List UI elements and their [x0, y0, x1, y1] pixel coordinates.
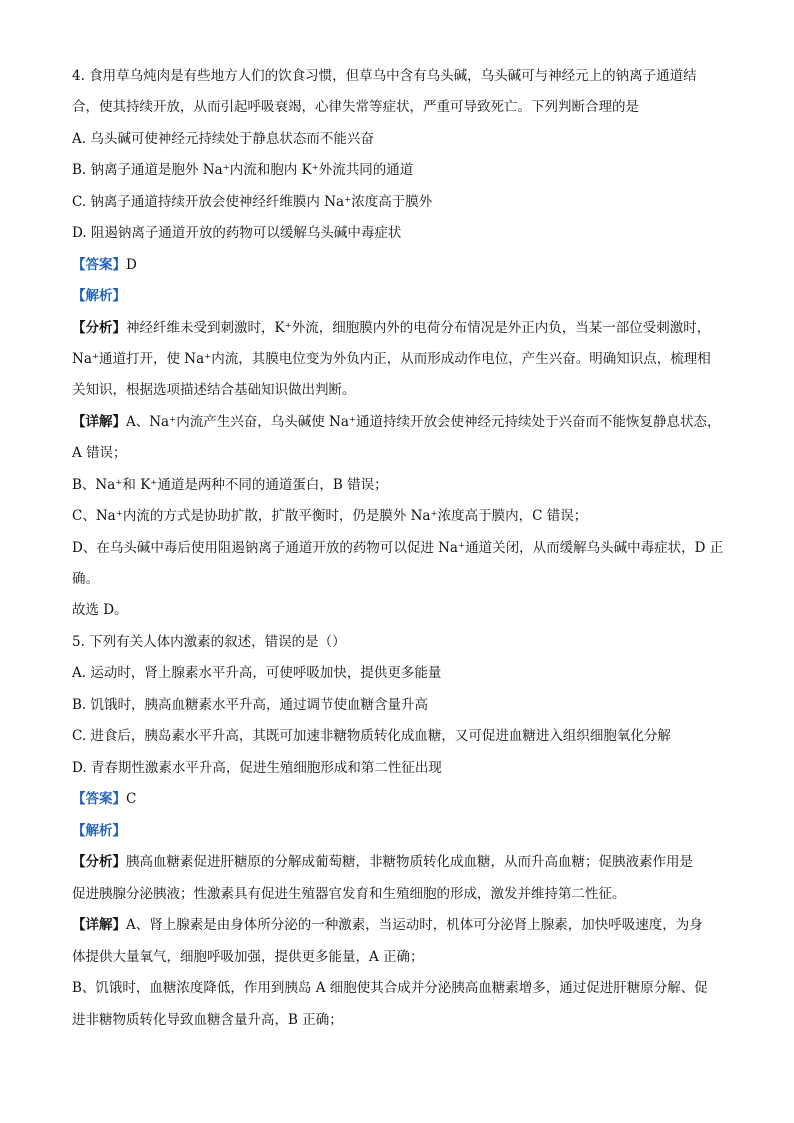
- q4-xiangjie-label: 【详解】: [72, 414, 126, 430]
- q5-xiangjie-label: 【详解】: [72, 917, 126, 933]
- q4-xiangjie-line-4: C、Na⁺内流的方式是协助扩散，扩散平衡时，仍是膜外 Na⁺浓度高于膜内，C 错误；: [72, 508, 588, 524]
- q4-fenxi-label: 【分析】: [72, 320, 126, 336]
- q5-xiangjie-line-2: 体提供大量氧气，细胞呼吸加强，提供更多能量，A 正确；: [72, 949, 424, 965]
- q4-option-b: B. 钠离子通道是胞外 Na⁺内流和胞内 K⁺外流共同的通道: [72, 162, 414, 178]
- q4-fenxi-text-1: 神经纤维未受到刺激时，K⁺外流，细胞膜内外的电荷分布情况是外正内负，当某一部位受刺激时，: [126, 320, 711, 336]
- q5-answer: [72, 790, 136, 808]
- q5-answer-label: 【答案】: [72, 791, 126, 807]
- q4-answer: [72, 256, 137, 274]
- q5-option-a: A. 运动时，肾上腺素水平升高，可使呼吸加快，提供更多能量: [72, 665, 442, 681]
- q5-stem: 5. 下列有关人体内激素的叙述，错误的是（）: [72, 634, 346, 650]
- q5-fenxi-text-1: 胰高血糖素促进肝糖原的分解成葡萄糖，非糖物质转化成血糖，从而升高血糖；促胰液素作用是: [126, 854, 693, 870]
- q5-analysis-label-text: 【解析】: [72, 823, 126, 839]
- q5-analysis-label: [72, 822, 126, 840]
- q4-answer-value: D: [126, 257, 137, 273]
- q4-fenxi-line-3: 关知识，根据选项描述结合基础知识做出判断。: [72, 382, 356, 398]
- q4-fenxi-line-2: Na⁺通道打开，使 Na⁺内流，其膜电位变为外负内正，从而形成动作电位，产生兴奋。明确知识点，梳理相: [72, 351, 711, 367]
- q5-option-c: C. 进食后，胰岛素水平升高，其既可加速非糖物质转化成血糖，又可促进血糖进入组织细胞氧化分解: [72, 728, 671, 744]
- q5-xiangjie-text-1: A、肾上腺素是由身体所分泌的一种激素，当运动时，机体可分泌肾上腺素，加快呼吸速度，为身: [126, 917, 703, 933]
- q5-fenxi-label: 【分析】: [72, 854, 126, 870]
- q4-xiangjie-line-1: [72, 413, 724, 431]
- q4-fenxi-line-1: [72, 319, 724, 337]
- q4-xiangjie-line-3: B、Na⁺和 K⁺通道是两种不同的通道蛋白，B 错误；: [72, 477, 388, 493]
- q4-xiangjie-text-1: A、Na⁺内流产生兴奋，乌头碱使 Na⁺通道持续开放会使神经元持续处于兴奋而不能恢复静息状态，: [126, 414, 721, 430]
- q4-xiangjie-line-5: D、在乌头碱中毒后使用阻遏钠离子通道开放的药物可以促进 Na⁺通道关闭，从而缓解乌头碱中毒症状，D 正: [72, 540, 724, 556]
- q5-option-d: D. 青春期性激素水平升高，促进生殖细胞形成和第二性征出现: [72, 760, 442, 776]
- q5-xiangjie-line-3: B、饥饿时，血糖浓度降低，作用到胰岛 A 细胞使其合成并分泌胰高血糖素增多，通过促进肝糖原分解、促: [72, 980, 708, 996]
- q4-stem-line-2: 合，使其持续开放，从而引起呼吸衰竭，心律失常等症状，严重可导致死亡。下列判断合理的是: [72, 99, 639, 115]
- q4-conclusion: 故选 D。: [72, 602, 128, 618]
- q4-answer-label: 【答案】: [72, 257, 126, 273]
- q4-stem-line-1: 4. 食用草乌炖肉是有些地方人们的饮食习惯，但草乌中含有乌头碱，乌头碱可与神经元上的钠离子通道结: [72, 68, 697, 84]
- q5-xiangjie-line-4: 进非糖物质转化导致血糖含量升高，B 正确；: [72, 1012, 343, 1028]
- q4-option-d: D. 阻遏钠离子通道开放的药物可以缓解乌头碱中毒症状: [72, 225, 402, 241]
- q4-xiangjie-line-2: A 错误；: [72, 445, 127, 461]
- q5-xiangjie-line-1: [72, 916, 724, 934]
- q5-answer-value: C: [126, 791, 137, 807]
- q5-fenxi-line-2: 促进胰腺分泌胰液；性激素具有促进生殖器官发育和生殖细胞的形成，激发并维持第二性征。: [72, 886, 626, 902]
- q4-option-c: C. 钠离子通道持续开放会使神经纤维膜内 Na⁺浓度高于膜外: [72, 194, 433, 210]
- q4-analysis-label: [72, 287, 126, 305]
- q4-option-a: A. 乌头碱可使神经元持续处于静息状态而不能兴奋: [72, 131, 374, 147]
- q4-analysis-label-text: 【解析】: [72, 288, 126, 304]
- q4-xiangjie-line-6: 确。: [72, 571, 99, 587]
- q5-fenxi-line-1: [72, 853, 724, 871]
- q5-option-b: B. 饥饿时，胰高血糖素水平升高，通过调节使血糖含量升高: [72, 697, 429, 713]
